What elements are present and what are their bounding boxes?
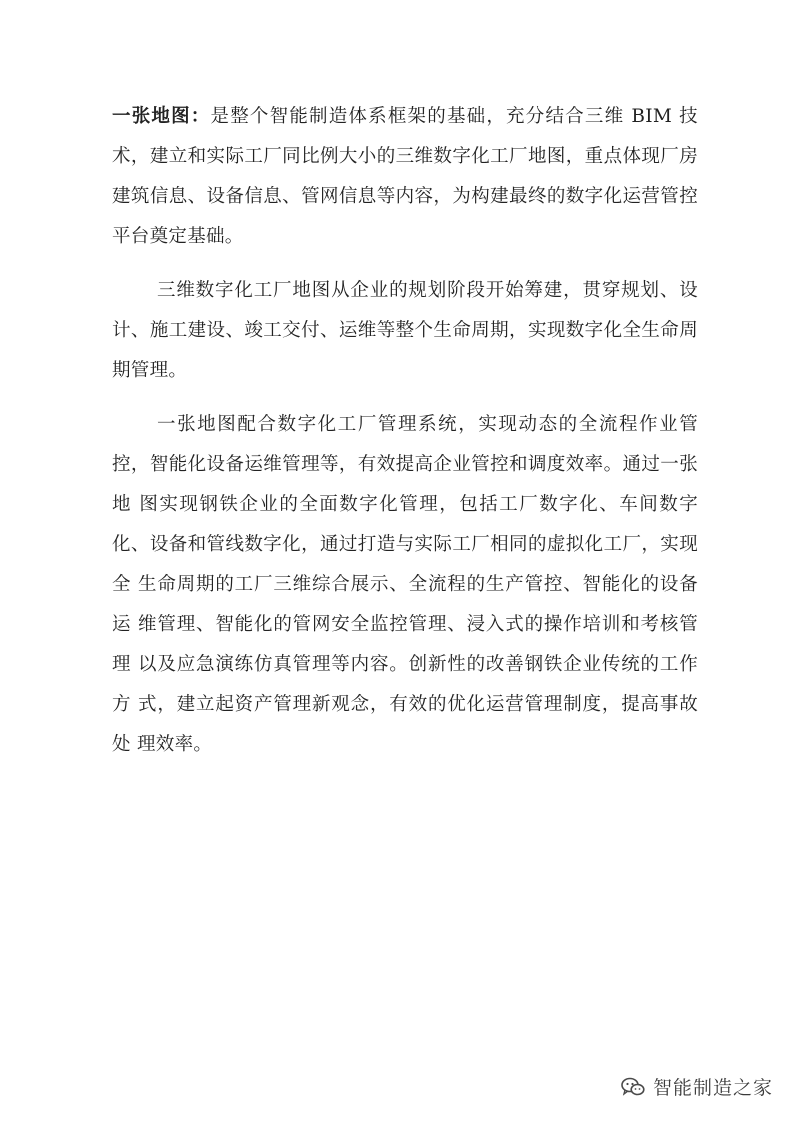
paragraph-one-map (112, 97, 698, 257)
paragraph-lifecycle (112, 271, 698, 391)
paragraph-text: 一张地图配合数字化工厂管理系统，实现动态的全流程作业管控，智能化设备运维管理等，有效提高企业管控和调度效率。通过一张地 图实现钢铁企业的全面数字化管理，包括工厂数字化、车间数字化、设备和管线数字化，通过打造与实际工厂相同的虚拟化工厂，实现全 生命周期的工厂三维综合展示、全流程的生产管控、智能化的设备运 维管理、智能化的管网安全监控管理、浸入式的操作培训和考核管理 以及应急演练仿真管理等内容。创新性的改善钢铁企业传统的工作方 式，建立起资产管理新观念，有效的优化运营管理制度，提高事故处 理效率。 (112, 414, 698, 755)
paragraph-management-system (112, 405, 698, 765)
document-body (112, 97, 698, 765)
wechat-icon (621, 1077, 645, 1097)
paragraph-text: 是整个智能制造体系框架的基础，充分结合三维 BIM 技术，建立和实际工厂同比例大小的三维数字化工厂地图，重点体现厂房建筑信息、设备信息、管网信息等内容，为构建最终的数字化运营管控平台奠定基础。 (112, 106, 698, 247)
paragraph-lead-heading: 一张地图： (112, 106, 211, 127)
paragraph-text: 三维数字化工厂地图从企业的规划阶段开始筹建，贯穿规划、设计、施工建设、竣工交付、运维等整个生命周期，实现数字化全生命周期管理。 (112, 280, 698, 381)
watermark (621, 1073, 773, 1100)
watermark-text: 智能制造之家 (652, 1077, 773, 1099)
